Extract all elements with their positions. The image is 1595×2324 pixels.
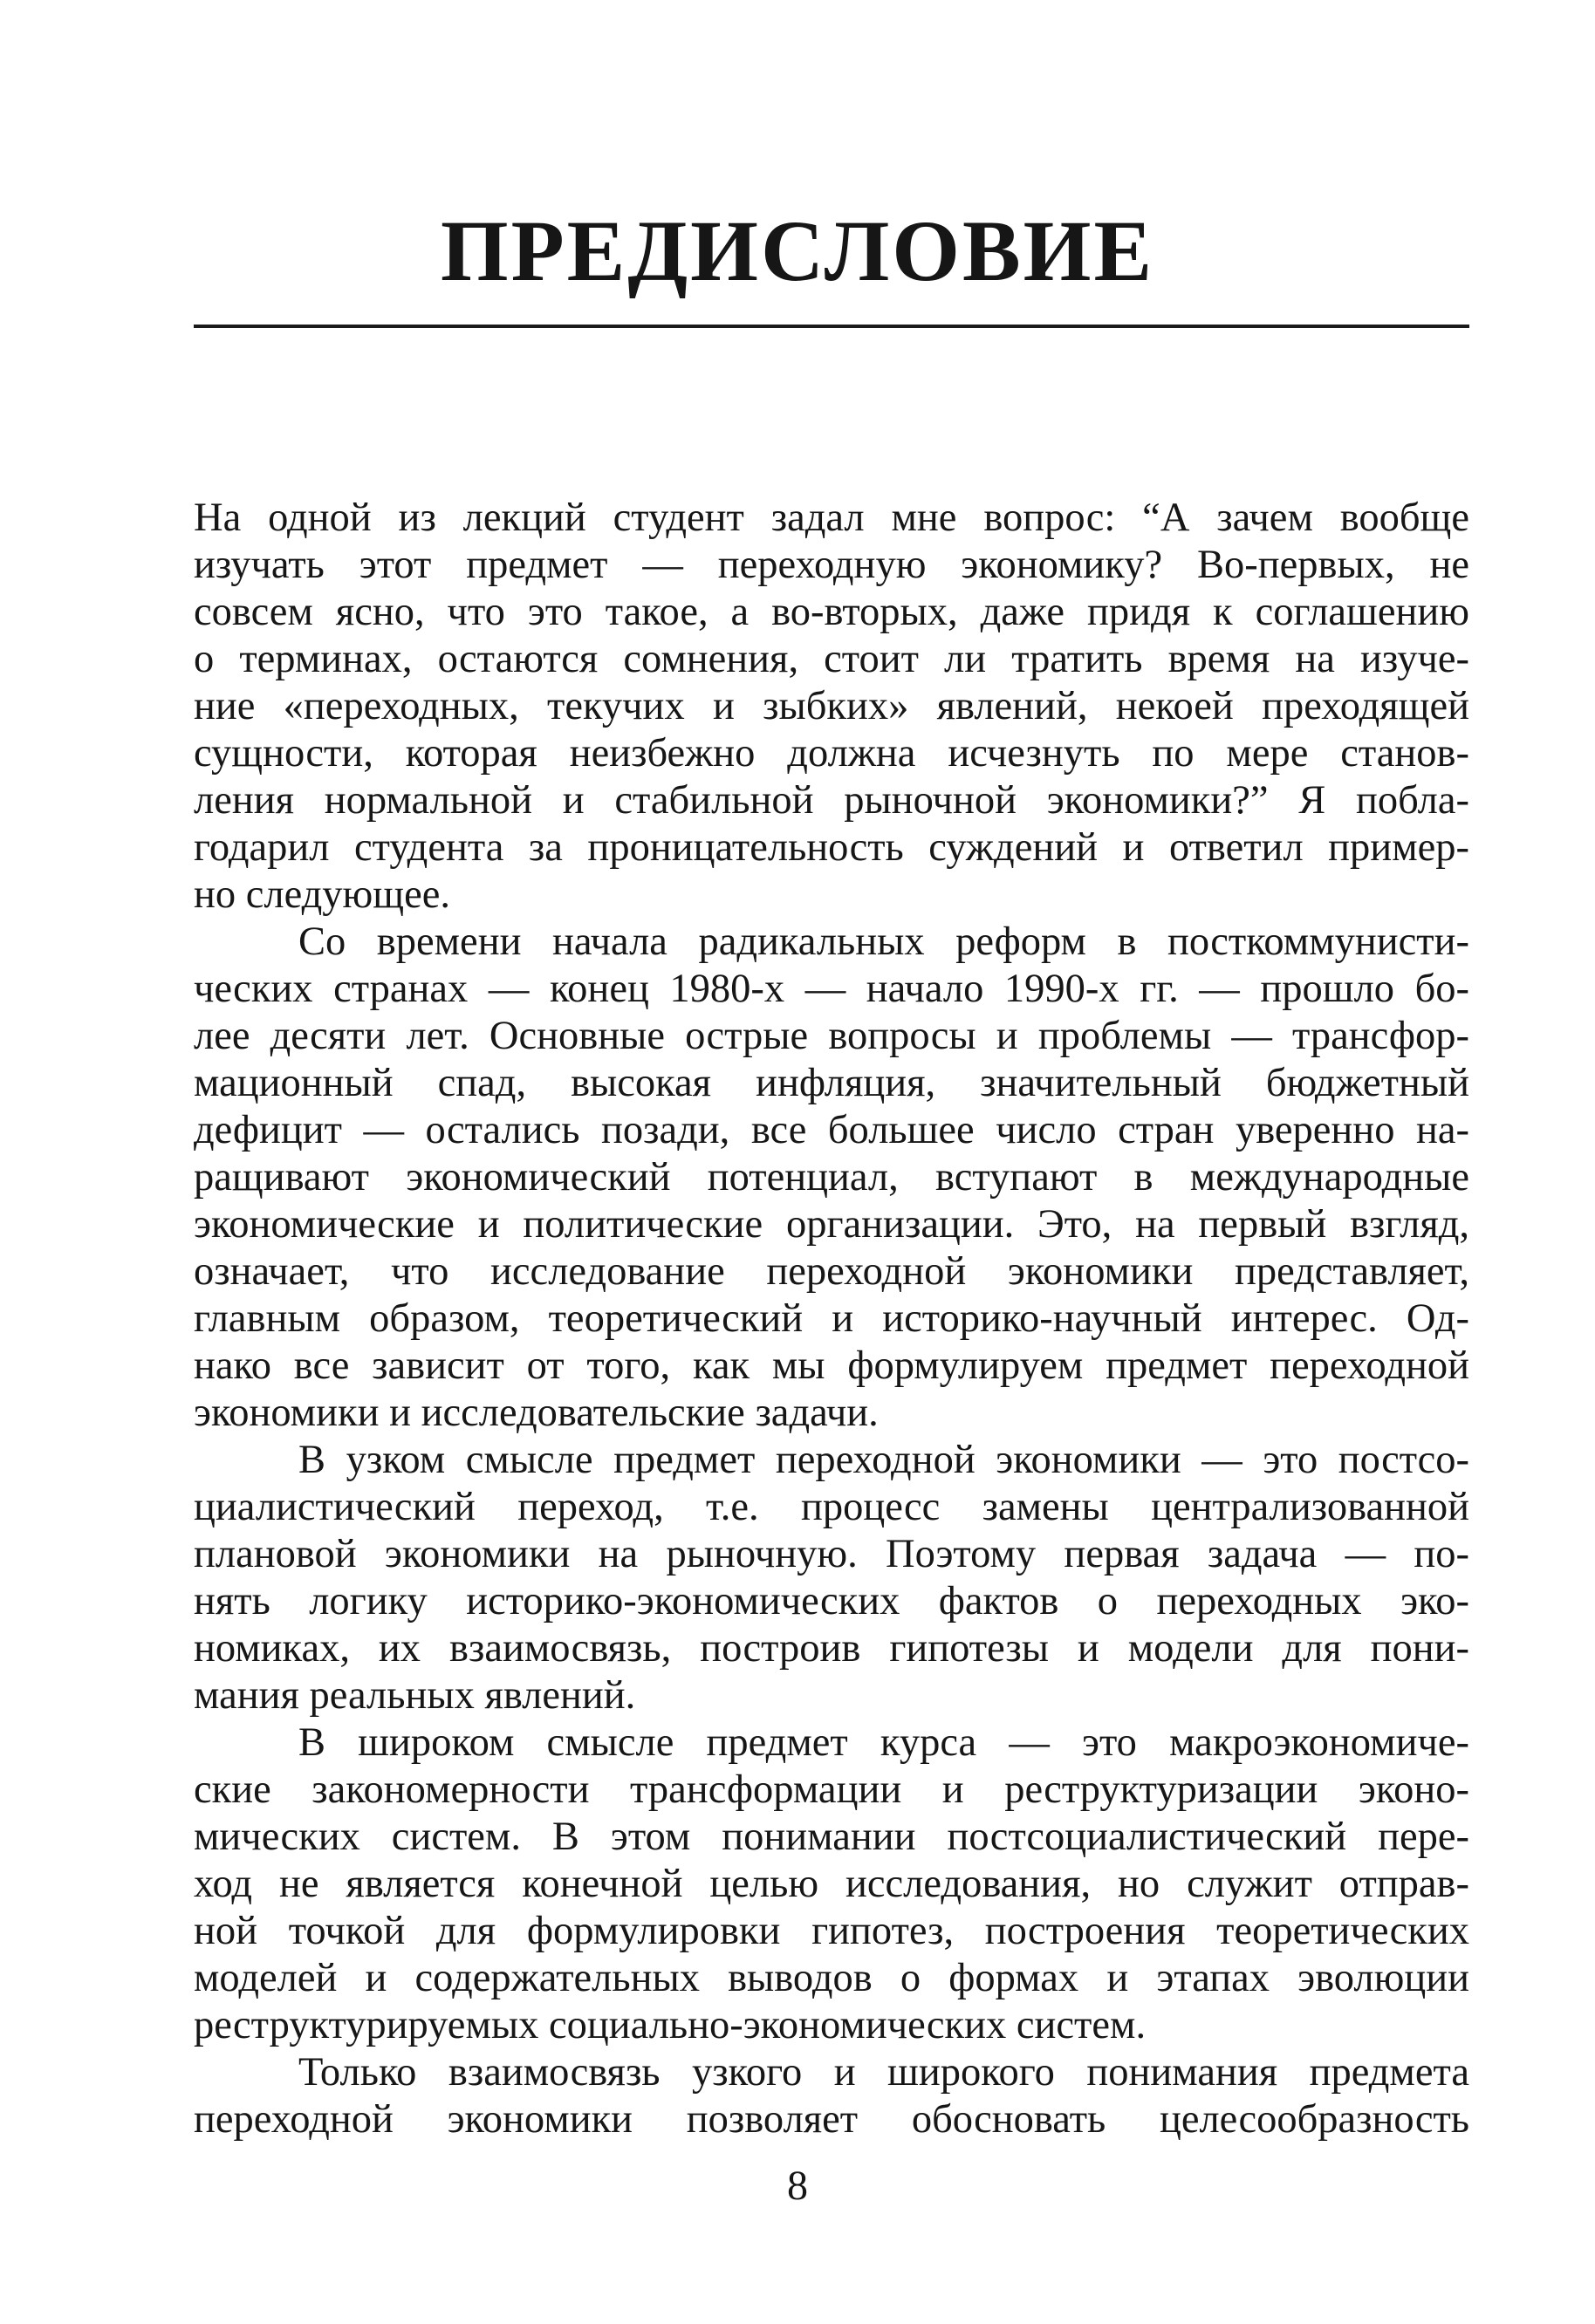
text-line: ления нормальной и стабильной рыночной экономики?” Я побла- <box>194 778 1469 823</box>
text-line: В широком смысле предмет курса — это макроэкономиче- <box>298 1720 1469 1765</box>
text-line: дефицит — остались позади, все большее число стран уверенно на- <box>194 1108 1469 1152</box>
text-line: плановой экономики на рыночную. Поэтому первая задача — по- <box>194 1532 1469 1576</box>
body-text <box>194 495 1469 2143</box>
text-line: ход не является конечной целью исследования, но служит отправ- <box>194 1862 1469 1906</box>
paragraph <box>194 919 1469 1437</box>
text-line: переходной экономики позволяет обосновать целесообразность <box>194 2097 1469 2142</box>
text-line: годарил студента за проницательность суждений и ответил пример- <box>194 825 1469 870</box>
paragraph <box>194 1437 1469 1719</box>
text-line: изучать этот предмет — переходную экономику? Во-первых, не <box>194 543 1469 587</box>
text-line: означает, что исследование переходной экономики представляет, <box>194 1249 1469 1294</box>
text-line: но следующее. <box>194 872 450 917</box>
title-rule <box>194 325 1469 328</box>
text-line: Только взаимосвязь узкого и широкого понимания предмета <box>298 2050 1469 2095</box>
paragraph <box>194 495 1469 919</box>
text-line: экономики и исследовательские задачи. <box>194 1391 879 1435</box>
text-line: экономические и политические организации. Это, на первый взгляд, <box>194 1202 1469 1247</box>
paragraph <box>194 1719 1469 2049</box>
text-line: о терминах, остаются сомнения, стоит ли тратить время на изуче- <box>194 637 1469 681</box>
text-line: ние «переходных, текучих и зыбких» явлений, некоей преходящей <box>194 684 1469 728</box>
page-number: 8 <box>787 2163 808 2209</box>
text-line: ращивают экономический потенциал, вступают в международные <box>194 1155 1469 1200</box>
text-line: ной точкой для формулировки гипотез, построения теоретических <box>194 1909 1469 1953</box>
text-line: сущности, которая неизбежно должна исчезнуть по мере станов- <box>194 731 1469 776</box>
text-line: мационный спад, высокая инфляция, значительный бюджетный <box>194 1061 1469 1105</box>
page-title: ПРЕДИСЛОВИЕ <box>440 202 1155 299</box>
text-line: В узком смысле предмет переходной экономики — это постсо- <box>298 1438 1469 1482</box>
text-line: ческих странах — конец 1980-х — начало 1990-х гг. — прошло бо- <box>194 967 1469 1011</box>
text-line: главным образом, теоретический и историко-научный интерес. Од- <box>194 1296 1469 1341</box>
text-line: нако все зависит от того, как мы формулируем предмет переходной <box>194 1343 1469 1388</box>
text-line: лее десяти лет. Основные острые вопросы и проблемы — трансфор- <box>194 1014 1469 1058</box>
text-line: ские закономерности трансформации и реструктуризации эконо- <box>194 1767 1469 1812</box>
text-line: нять логику историко-экономических фактов о переходных эко- <box>194 1579 1469 1623</box>
text-line: мических систем. В этом понимании постсоциалистический пере- <box>194 1815 1469 1859</box>
text-line: циалистический переход, т.е. процесс замены централизованной <box>194 1485 1469 1529</box>
text-line: совсем ясно, что это такое, а во-вторых, даже придя к соглашению <box>194 590 1469 634</box>
paragraph <box>194 2049 1469 2143</box>
text-line: моделей и содержательных выводов о формах и этапах эволюции <box>194 1956 1469 2000</box>
text-line: реструктурируемых социально-экономических систем. <box>194 2003 1147 2047</box>
text-line: мания реальных явлений. <box>194 1673 636 1718</box>
text-line: номиках, их взаимосвязь, построив гипотезы и модели для пони- <box>194 1626 1469 1671</box>
text-line: Со времени начала радикальных реформ в посткоммунисти- <box>298 919 1469 964</box>
text-line: На одной из лекций студент задал мне вопрос: “А зачем вообще <box>194 496 1469 540</box>
